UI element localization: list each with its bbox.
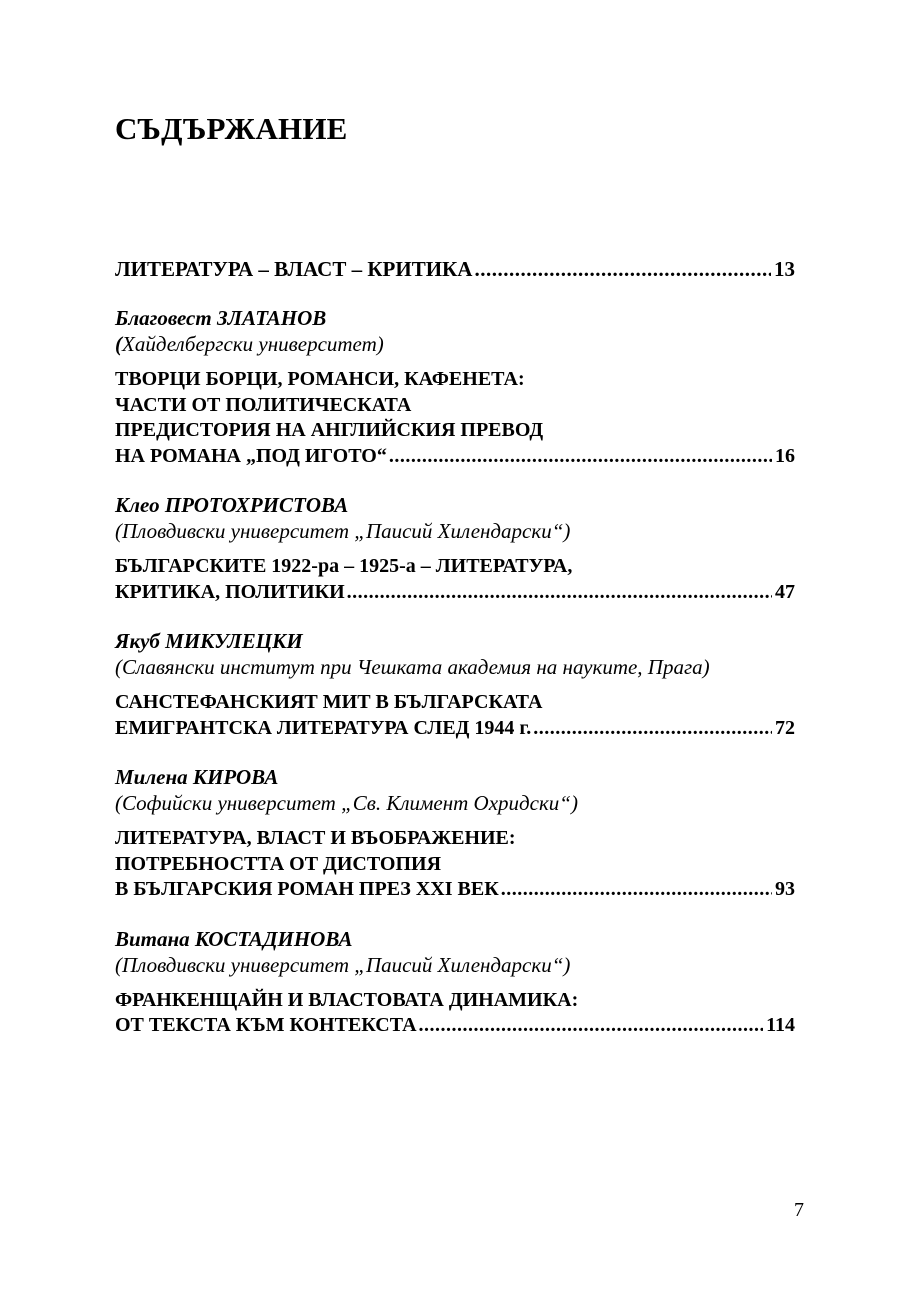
article-title[interactable] xyxy=(115,826,795,903)
title-line: ПОТРЕБНОСТТА ОТ ДИСТОПИЯ xyxy=(115,852,442,875)
article-title[interactable] xyxy=(115,988,795,1039)
toc-entry-zlatanov xyxy=(115,305,795,469)
page-title: СЪДЪРЖАНИЕ xyxy=(115,111,348,146)
section-page-number: 13 xyxy=(774,257,795,281)
author-affiliation: (Славянски институт при Чешката академия на науките, Прага) xyxy=(115,655,710,679)
title-line: ФРАНКЕНЩАЙН И ВЛАСТОВАТА ДИНАМИКА: xyxy=(115,988,579,1011)
title-last-line: В БЪЛГАРСКИЯ РОМАН ПРЕЗ XXI ВЕК ..... 93 xyxy=(115,877,795,903)
section-heading-text: ЛИТЕРАТУРА – ВЛАСТ – КРИТИКА xyxy=(115,257,473,281)
author-name: Милена КИРОВА xyxy=(115,765,279,789)
toc-section-heading[interactable] xyxy=(115,256,795,282)
page-number: 7 xyxy=(794,1199,804,1221)
title-line: ТВОРЦИ БОРЦИ, РОМАНСИ, КАФЕНЕТА: xyxy=(115,368,525,390)
title-last-line: ЕМИГРАНТСКА ЛИТЕРАТУРА СЛЕД 1944 г. ..... 72 xyxy=(115,716,795,742)
author-name: Витана КОСТАДИНОВА xyxy=(115,926,353,951)
title-line: ЧАСТИ ОТ ПОЛИТИЧЕСКАТА xyxy=(115,393,412,416)
entry-page-number: 93 xyxy=(775,878,795,900)
dot-leader xyxy=(474,256,771,282)
toc-entry-mikulecki xyxy=(115,628,795,741)
title-line: ПРЕДИСТОРИЯ НА АНГЛИЙСКИЯ ПРЕВОД xyxy=(115,419,544,441)
author-name: Клео ПРОТОХРИСТОВА xyxy=(115,493,349,517)
author-affiliation: (Пловдивски университет „Паисий Хилендарски“) xyxy=(115,519,571,543)
title-line: САНСТЕФАНСКИЯТ МИТ В БЪЛГАРСКАТА xyxy=(115,691,543,713)
author-affiliation: (Хайделбергски университет) xyxy=(115,332,384,356)
dot-leader xyxy=(347,580,772,606)
dot-leader xyxy=(419,1013,764,1039)
author-affiliation: (Пловдивски университет „Паисий Хилендарски“) xyxy=(115,952,571,977)
toc-entry-kostadinova xyxy=(115,926,795,1039)
entry-page-number: 72 xyxy=(775,716,795,739)
article-title[interactable] xyxy=(115,690,795,741)
toc-entry-kirova xyxy=(115,764,795,903)
title-last-line: КРИТИКА, ПОЛИТИКИ ..... 47 xyxy=(115,580,795,606)
article-title[interactable] xyxy=(115,554,795,605)
dot-leader xyxy=(501,877,772,903)
toc-entry-protohristova xyxy=(115,492,795,605)
entry-page-number: 47 xyxy=(775,580,795,603)
article-title[interactable] xyxy=(115,367,795,469)
author-affiliation: (Софийски университет „Св. Климент Охридски“) xyxy=(115,791,578,815)
dot-leader xyxy=(389,444,772,470)
title-last-line: НА РОМАНА „ПОД ИГОТО“ ..... 16 xyxy=(115,444,795,470)
author-name: Благовест ЗЛАТАНОВ xyxy=(115,306,327,330)
title-line: ЛИТЕРАТУРА, ВЛАСТ И ВЪОБРАЖЕНИЕ: xyxy=(115,827,516,849)
entry-page-number: 114 xyxy=(766,1014,795,1036)
author-name: Якуб МИКУЛЕЦКИ xyxy=(115,629,303,653)
title-last-line: ОТ ТЕКСТА КЪМ КОНТЕКСТА ..... 114 xyxy=(115,1013,795,1039)
entry-page-number: 16 xyxy=(775,444,795,467)
dot-leader xyxy=(533,716,772,742)
table-of-contents xyxy=(115,256,795,1039)
title-line: БЪЛГАРСКИТЕ 1922-ра – 1925-а – ЛИТЕРАТУРА, xyxy=(115,555,573,577)
